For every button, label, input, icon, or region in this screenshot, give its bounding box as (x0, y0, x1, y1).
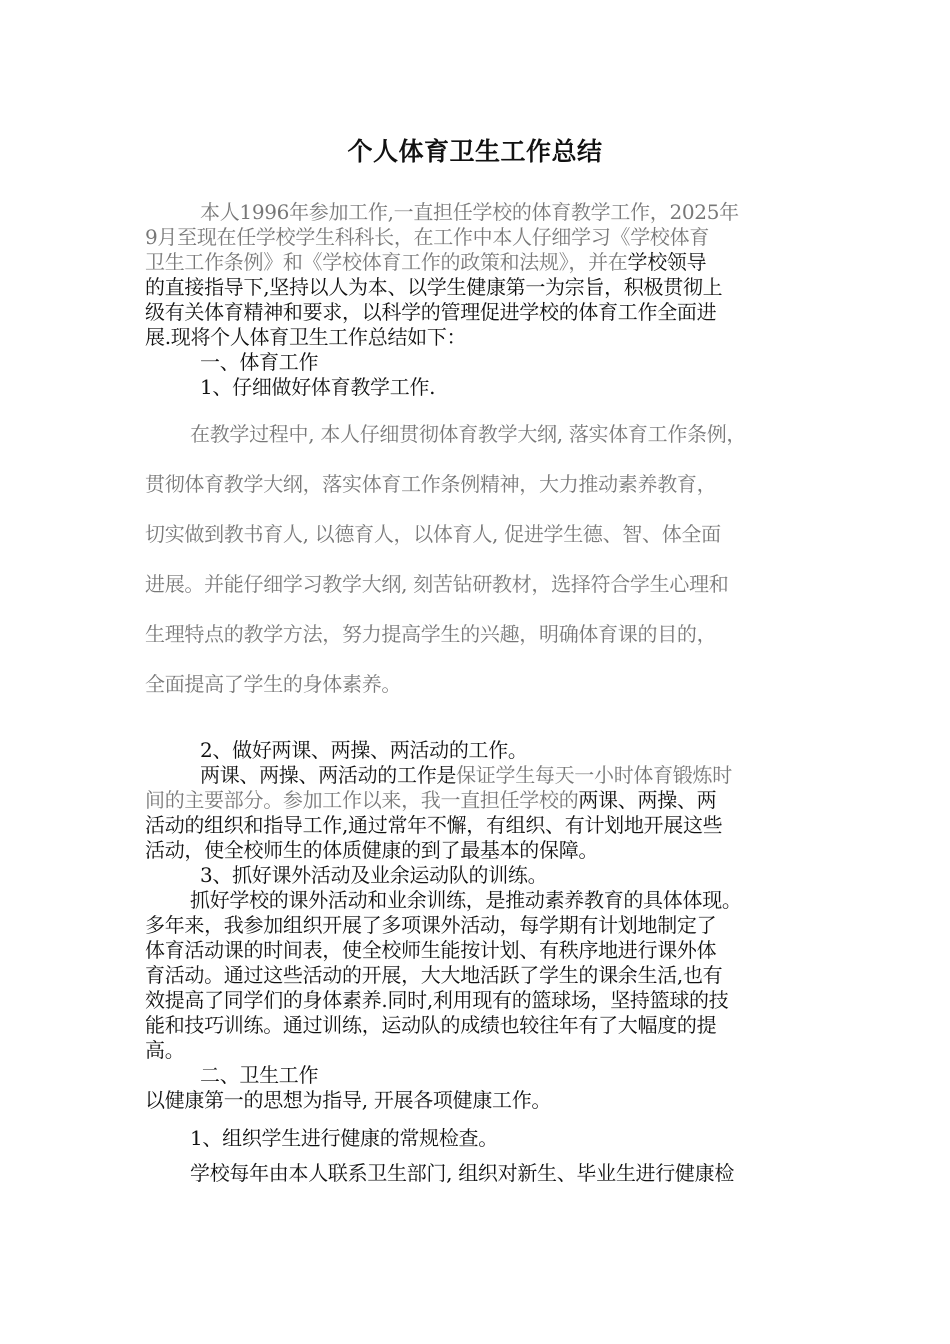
paragraph-line: 全面提高了学生的身体素养。 (145, 672, 402, 696)
intro-line: 的直接指导下,坚持以人为本、以学生健康第一为宗旨，积极贯彻上 (145, 275, 723, 299)
hygiene-item1-heading (145, 1126, 807, 1151)
paragraph-line: 间的主要部分。参加工作以来，我一直担任学校的两课、两操、两 (145, 788, 717, 812)
section-heading: 一、体育工作 (200, 350, 319, 374)
paragraph-line: 能和技巧训练。通过训练，运动队的成绩也较往年有了大幅度的提 (145, 1013, 717, 1037)
intro-line: 级有关体育精神和要求，以科学的管理促进学校的体育工作全面进 (145, 300, 717, 324)
paragraph-line: 活动的组织和指导工作,通过常年不懈，有组织、有计划地开展这些 (145, 813, 723, 837)
paragraph-line: 多年来，我参加组织开展了多项课外活动，每学期有计划地制定了 (145, 913, 717, 937)
item-heading: 1、组织学生进行健康的常规检查。 (190, 1126, 498, 1150)
extracurricular-section (145, 863, 807, 1063)
hygiene-item1-text (145, 1161, 807, 1186)
paragraph-line: 以健康第一的思想为指导, 开展各项健康工作。 (145, 1088, 552, 1112)
intro-line: 本人1996年参加工作,一直担任学校的体育教学工作，2025年 (200, 200, 739, 224)
intro-line: 展.现将个人体育卫生工作总结如下： (145, 325, 467, 349)
paragraph-line: 贯彻体育教学大纲，落实体育工作条例精神，大力推动素养教育， (145, 472, 717, 496)
paragraph-line: 高。 (145, 1038, 185, 1062)
paragraph-line: 体育活动课的时间表，使全校师生能按计划、有秩序地进行课外体 (145, 938, 717, 962)
paragraph-line: 育活动。通过这些活动的开展，大大地活跃了学生的课余生活,也有 (145, 963, 723, 987)
paragraph-line: 学校每年由本人联系卫生部门, 组织对新生、毕业生进行健康检 (190, 1161, 735, 1185)
document-title: 个人体育卫生工作总结 (347, 137, 603, 166)
paragraph-line: 生理特点的教学方法，努力提高学生的兴趣，明确体育课的目的， (145, 622, 717, 646)
paragraph-line: 切实做到教书育人, 以德育人，以体育人, 促进学生德、智、体全面 (145, 522, 721, 546)
two-activities-section (145, 738, 807, 863)
intro-line: 9月至现在任学校学生科科长，在工作中本人仔细学习《学校体育 (145, 225, 710, 249)
paragraph-line: 进展。并能仔细学习教学大纲, 刻苦钻研教材，选择符合学生心理和 (145, 572, 729, 596)
paragraph-line: 抓好学校的课外活动和业余训练，是推动素养教育的具体体现。 (190, 888, 742, 912)
paragraph-line: 活动，使全校师生的体质健康的到了最基本的保障。 (145, 838, 599, 862)
intro-paragraph (145, 200, 807, 350)
intro-line: 卫生工作条例》和《学校体育工作的政策和法规》，并在学校领导 (145, 250, 707, 274)
section1-headings (145, 350, 807, 400)
paragraph-line: 两课、两操、两活动的工作是保证学生每天一小时体育锻炼时 (200, 763, 732, 787)
paragraph-line: 在教学过程中, 本人仔细贯彻体育教学大纲, 落实体育工作条例， (190, 422, 747, 446)
item-heading: 1、仔细做好体育教学工作. (200, 375, 436, 399)
paragraph-line: 效提高了同学们的身体素养.同时,利用现有的篮球场，坚持篮球的技 (145, 988, 729, 1012)
section-heading: 二、卫生工作 (200, 1063, 319, 1087)
teaching-paragraph (145, 421, 807, 721)
item-heading: 3、抓好课外活动及业余运动队的训练。 (200, 863, 548, 887)
hygiene-section (145, 1063, 807, 1113)
item-heading: 2、做好两课、两操、两活动的工作。 (200, 738, 528, 762)
